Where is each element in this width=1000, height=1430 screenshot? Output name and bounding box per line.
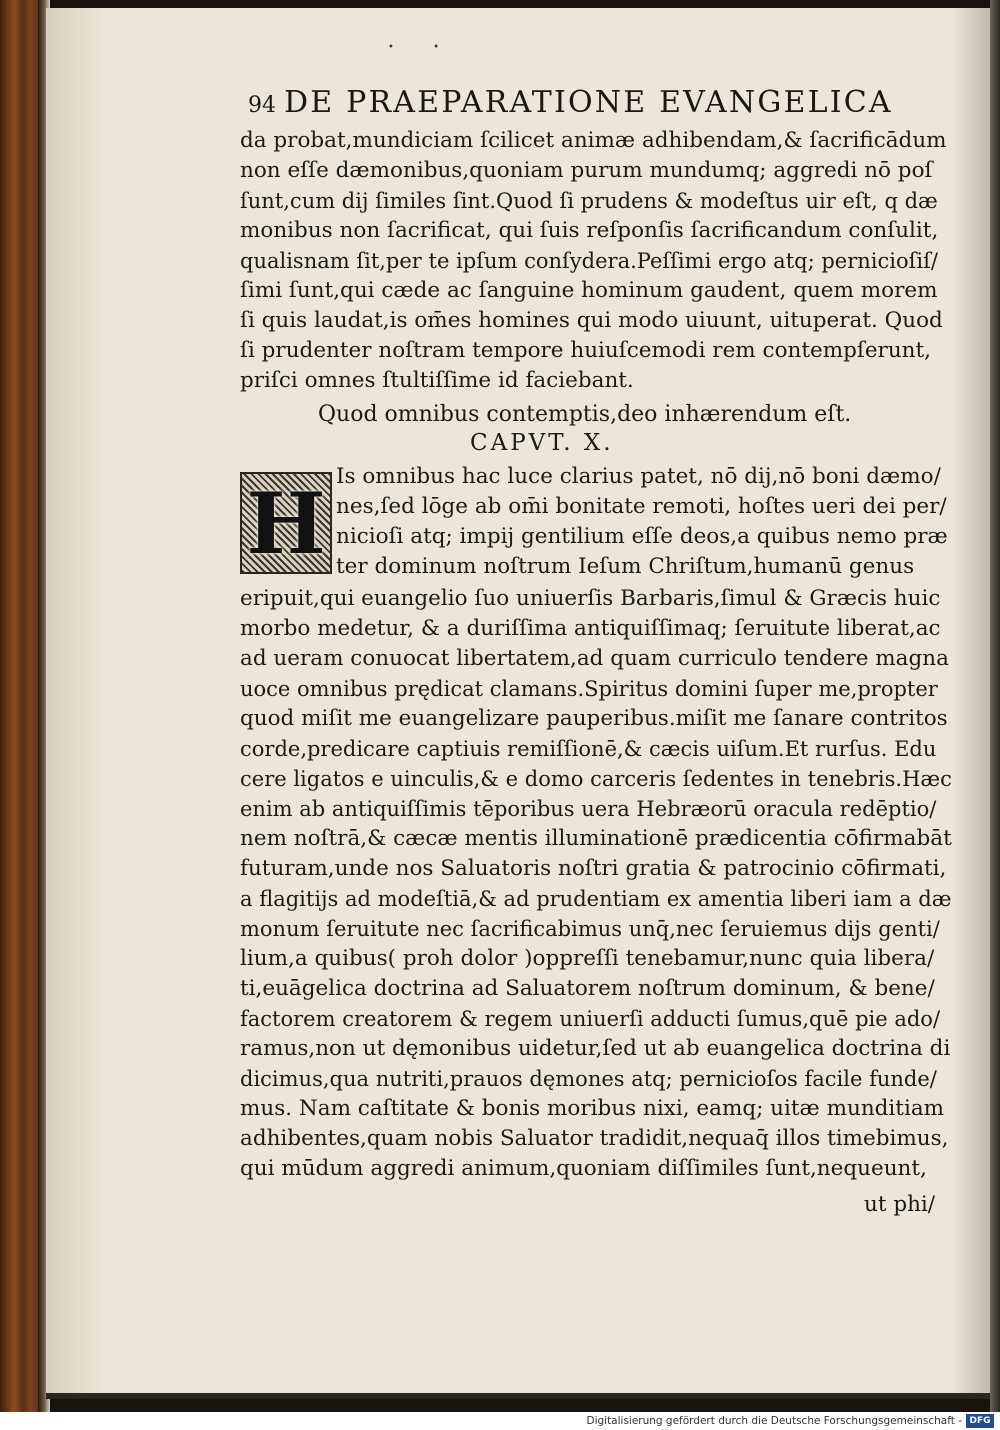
text-line: Is omnibus hac luce clarius patet, nō dij,nō boni dæmo/ <box>336 464 941 489</box>
text-line: nem noſtrā,& cæcæ mentis illuminationē prædicentia cōfirmabāt <box>240 826 952 851</box>
text-line: adhibentes,quam nobis Saluator tradidit,nequaq̄ illos timebimus, <box>240 1126 949 1151</box>
text-line: ſi quis laudat,is om̄es homines qui modo uiuunt, uituperat. Quod <box>240 308 943 333</box>
text-line: ramus,non ut dęmonibus uidetur,ſed ut ab euangelica doctrina di <box>240 1036 951 1061</box>
text-line: eripuit,qui euangelio ſuo uniuerſis Barbaris,ſimul & Græcis huic <box>240 586 941 611</box>
text-line: ti,euāgelica doctrina ad Saluatorem noſtrum dominum, & bene/ <box>240 976 935 1001</box>
decorated-initial <box>240 472 332 574</box>
digitization-credit: Digitalisierung gefördert durch die Deutsche Forschungsgemeinschaft - <box>586 1415 962 1427</box>
text-line: mus. Nam caſtitate & bonis moribus nixi, eamq; uitæ munditiam <box>240 1096 945 1121</box>
text-line: monibus non ſacrificat, qui ſuis reſponſis ſacrificandum conſulit, <box>240 218 939 243</box>
page-edge-shadow <box>990 0 1000 1412</box>
text-line: dicimus,qua nutriti,prauos dęmones atq; pernicioſos facile funde/ <box>240 1067 937 1091</box>
running-title: DE PRAEPARATIONE EVANGELICA <box>284 85 893 120</box>
initial-letter: H <box>246 474 326 573</box>
text-line: a flagitijs ad modeſtiā,& ad prudentiam ex amentia liberi iam a dæ <box>240 887 952 911</box>
text-line: morbo medetur, & a duriſſima antiquiſſimaq; ſeruitute liberat,ac <box>240 616 941 641</box>
text-line: futuram,unde nos Saluatoris noſtri gratia & patrocinio cōfirmati, <box>240 856 947 881</box>
text-line: nicioſi atq; impij gentilium eſſe deos,a quibus nemo præ <box>336 524 948 549</box>
text-line: da probat,mundiciam ſcilicet animæ adhibendam,& ſacrificādum <box>240 128 947 153</box>
text-line: corde,predicare captiuis remiſſionē,& cæcis uiſum.Et rurſus. Edu <box>240 737 937 761</box>
text-line: ad ueram conuocat libertatem,ad quam curriculo tendere magna <box>240 646 949 671</box>
text-line: qui mūdum aggredi animum,quoniam diſſimiles ſunt,nequeunt, <box>240 1156 927 1181</box>
text-line: non eſſe dæmonibus,quoniam purum mundumq; aggredi nō poſ <box>240 158 933 183</box>
chapter-heading: CAPVT. X. <box>470 430 614 456</box>
text-line: quod miſit me euangelizare pauperibus.miſit me ſanare contritos <box>240 706 948 731</box>
signature-marks: • • <box>388 42 457 53</box>
text-line: lium,a quibus( proh dolor )oppreſſi tenebamur,nunc quia libera/ <box>240 946 935 971</box>
text-line: monum ſeruitute nec ſacrificabimus unq̄,nec ſeruiemus dijs genti/ <box>240 917 940 941</box>
page-number: 94 <box>248 93 276 118</box>
text-line: ſimi ſunt,qui cæde ac ſanguine hominum gaudent, quem morem <box>240 278 938 303</box>
text-line: priſci omnes ſtultiſſime id faciebant. <box>240 368 634 393</box>
text-line: enim ab antiquiſſimis tēporibus uera Hebræorū oracula redēptio/ <box>240 797 937 821</box>
text-line: ſunt,cum dij ſimiles ſint.Quod ſi prudens & modeſtus uir eſt, q dæ <box>240 189 938 213</box>
dfg-logo[interactable]: DFG <box>966 1414 994 1428</box>
text-line: factorem creatorem & regem uniuerſi adducti ſumus,quē pie ado/ <box>240 1007 941 1031</box>
text-line: ter dominum noſtrum Ieſum Chriſtum,humanū genus <box>336 554 915 579</box>
text-line: nes,ſed lōge ab om̄i bonitate remoti, hoſtes ueri dei per/ <box>336 494 947 519</box>
text-line: qualisnam ſit,per te ipſum conſydera.Peſſimi ergo atq; pernicioſiſ/ <box>240 249 938 273</box>
catchword: ut phi/ <box>864 1192 936 1217</box>
text-line: ſi prudenter noſtram tempore huiuſcemodi rem contempſerunt, <box>240 338 932 363</box>
text-line: cere ligatos e uinculis,& e domo carceris ſedentes in tenebris.Hæc <box>240 767 952 791</box>
running-header <box>248 78 948 128</box>
section-title: Quod omnibus contemptis,deo inhærendum eſt. <box>318 402 852 427</box>
text-line: uoce omnibus prędicat clamans.Spiritus domini ſuper me,propter <box>240 677 938 701</box>
